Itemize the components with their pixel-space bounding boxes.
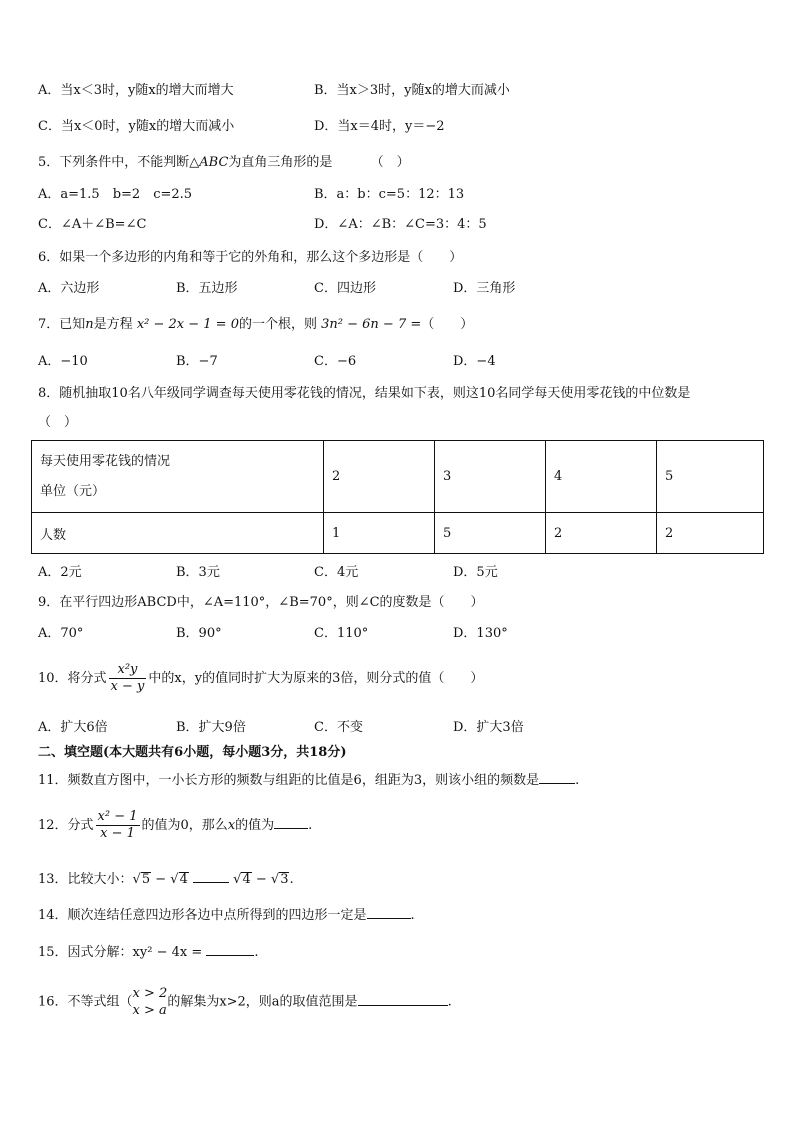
q13-sqrt-3: 3	[280, 872, 289, 887]
q7-stem-text-2: 是方程	[93, 317, 133, 332]
q14-period: .	[410, 908, 415, 923]
q12-fraction	[96, 809, 140, 842]
q11-period: .	[575, 773, 580, 788]
q10-stem-text-2: 中的x，y的值同时扩大为原来的3倍，则分式的值（ ）	[148, 671, 484, 686]
q16-answer-blank[interactable]	[358, 993, 448, 1006]
q10-option-a: A．扩大6倍	[38, 720, 108, 735]
q8-table-row-label: 人数	[32, 513, 324, 554]
q8-header-label-line2: 单位（元）	[40, 483, 106, 499]
table-cell: 2	[546, 513, 657, 554]
q7-expression: 3n² − 6n − 7 =	[321, 317, 422, 332]
q13-minus-1: −	[155, 872, 167, 887]
q7-stem-text-3: 的一个根，则	[238, 317, 317, 332]
q6-option-b: B．五边形	[176, 281, 238, 296]
q5-answer-paren: （ ）	[370, 155, 410, 170]
q4-option-a: A．当x＜3时，y随x的增大而增大	[38, 83, 234, 98]
q8-table-data-row	[32, 513, 764, 554]
q9-option-a: A．70°	[38, 626, 84, 641]
q9-option-b: B．90°	[176, 626, 222, 641]
q16-period: .	[447, 994, 452, 1010]
q5-option-d: D．∠A：∠B：∠C=3：4：5	[314, 217, 487, 232]
q10-option-d: D．扩大3倍	[453, 720, 524, 735]
q16-stem-text-2: 的解集为x>2，则a的取值范围是	[167, 994, 358, 1010]
table-cell: 5	[657, 441, 764, 513]
q12-stem-text: 12．分式	[38, 818, 94, 833]
q9-option-c: C．110°	[314, 626, 369, 641]
q13-sqrt-5: 5	[141, 872, 151, 887]
q8-option-c: C．4元	[314, 565, 359, 580]
q5-stem	[38, 154, 410, 172]
q5-stem-text: 5．下列条件中，不能判断	[38, 155, 190, 170]
q16-stem-text: 16．不等式组（	[38, 994, 133, 1010]
q7-option-b: B．−7	[176, 354, 218, 369]
q16-line-1: x > 2	[132, 986, 168, 1001]
q8-data-table	[31, 440, 764, 554]
table-cell: 4	[546, 441, 657, 513]
q13-stem-text: 13．比较大小：	[38, 872, 133, 887]
q12-stem-text-3: 的值为	[235, 818, 275, 833]
q12-denominator: x − 1	[100, 826, 135, 841]
q12-stem-text-2: 的值为0，那么	[141, 818, 228, 833]
q9-stem: 9．在平行四边形ABCD中，∠A=110°，∠B=70°，则∠C的度数是（ ）	[38, 595, 484, 610]
q15-expression: xy² − 4x =	[132, 945, 203, 960]
q8-table-header-row	[32, 441, 764, 513]
q9-option-d: D．130°	[453, 626, 508, 641]
q16-stem	[38, 985, 452, 1019]
q13-answer-blank[interactable]	[193, 870, 229, 883]
q14-stem	[38, 906, 415, 925]
q8-stem: 8．随机抽取10名八年级同学调查每天使用零花钱的情况，结果如下表，则这10名同学每天使用零花钱的中位数是	[38, 386, 691, 401]
q12-period: .	[308, 818, 313, 833]
q13-sqrt-4b: 4	[242, 872, 251, 887]
q4-option-c: C．当x＜0时，y随x的增大而减小	[38, 119, 235, 134]
q8-option-a: A．2元	[38, 565, 82, 580]
q14-answer-blank[interactable]	[367, 906, 411, 919]
q12-answer-blank[interactable]	[274, 816, 308, 829]
q7-equation: x² − 2x − 1 = 0	[136, 317, 239, 332]
q11-answer-blank[interactable]	[539, 771, 575, 784]
q11-stem-text: 11．频数直方图中，一小长方形的频数与组距的比值是6，组距为3，则该小组的频数是	[38, 773, 540, 788]
q10-denominator: x − y	[110, 679, 145, 694]
q14-stem-text: 14．顺次连结任意四边形各边中点所得到的四边形一定是	[38, 908, 367, 923]
q10-fraction	[109, 662, 147, 695]
q10-option-c: C．不变	[314, 720, 363, 735]
table-cell: 3	[435, 441, 546, 513]
q15-stem-text: 15．因式分解：	[38, 945, 133, 960]
q7-option-c: C．−6	[314, 354, 357, 369]
q5-triangle: △ABC	[189, 155, 229, 170]
q13-minus-2: −	[255, 872, 267, 887]
q6-option-d: D．三角形	[453, 281, 516, 296]
q4-option-b: B．当x＞3时，y随x的增大而减小	[314, 83, 510, 98]
table-cell: 2	[657, 513, 764, 554]
q10-numerator: x²y	[109, 662, 147, 679]
q5-option-a: A．a=1.5 b=2 c=2.5	[38, 187, 193, 202]
q10-stem	[38, 662, 483, 695]
table-cell: 2	[324, 441, 435, 513]
q5-option-b: B．a：b：c=5：12：13	[314, 187, 465, 202]
q13-period: .	[289, 872, 294, 887]
q5-stem-text-2: 为直角三角形的是	[228, 155, 333, 170]
q8-table-header-label	[32, 441, 324, 513]
q15-answer-blank[interactable]	[206, 943, 254, 956]
q6-option-c: C．四边形	[314, 281, 376, 296]
q12-var: x	[227, 818, 236, 833]
q10-option-b: B．扩大9倍	[176, 720, 246, 735]
q7-option-d: D．−4	[453, 354, 496, 369]
q12-stem	[38, 809, 312, 842]
q7-var: n	[85, 317, 94, 332]
q5-option-c: C．∠A＋∠B=∠C	[38, 217, 147, 232]
table-cell: 5	[435, 513, 546, 554]
q8-option-b: B．3元	[176, 565, 220, 580]
q8-answer-paren: （ ）	[38, 415, 78, 430]
q7-option-a: A．−10	[38, 354, 88, 369]
q13-sqrt-4a: 4	[179, 872, 188, 887]
section-2-heading: 二、填空题(本大题共有6小题，每小题3分，共18分)	[38, 745, 347, 760]
q15-period: .	[254, 945, 259, 960]
q4-option-d: D．当x＝4时，y＝−2	[314, 119, 445, 134]
q7-stem-text: 7．已知	[38, 317, 86, 332]
q8-header-label-line1: 每天使用零花钱的情况	[40, 453, 171, 469]
q13-stem: 13．比较大小：√5 − √4 √4 − √3.	[38, 872, 294, 887]
q7-stem	[38, 316, 473, 334]
q6-option-a: A．六边形	[38, 281, 100, 296]
q15-stem	[38, 943, 259, 962]
q16-line-2: x > a	[132, 1003, 167, 1018]
table-cell: 1	[324, 513, 435, 554]
q7-answer-paren: （ ）	[421, 317, 474, 332]
q12-numerator: x² − 1	[97, 809, 138, 824]
q8-option-d: D．5元	[453, 565, 498, 580]
q16-inequality-system	[133, 985, 168, 1019]
q10-stem-text: 10．将分式	[38, 671, 107, 686]
q11-stem	[38, 771, 579, 790]
q6-stem: 6．如果一个多边形的内角和等于它的外角和，那么这个多边形是（ ）	[38, 250, 463, 265]
